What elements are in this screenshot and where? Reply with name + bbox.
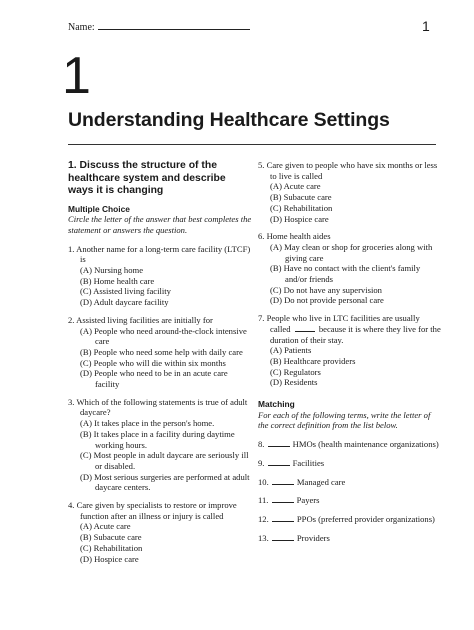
page-number: 1 [422, 18, 430, 34]
answer-option[interactable]: (B) Have no contact with the client's family and/or friends [270, 263, 421, 285]
chapter-divider [68, 144, 436, 145]
answer-option[interactable]: (C) People who will die within six months [80, 357, 226, 368]
item-term: Providers [296, 532, 330, 543]
answer-option[interactable]: (B) People who need some help with daily care [80, 346, 243, 357]
item-number: 10. [258, 476, 269, 487]
multiple-choice-instructions: Circle the letter of the answer that best completes the statement or answers the question. [68, 214, 252, 235]
matching-item [258, 458, 442, 469]
answer-option[interactable]: (B) Home health care [80, 275, 155, 286]
item-term: Payers [296, 495, 320, 506]
item-term: Facilities [292, 457, 325, 468]
item-number: 11. [258, 495, 269, 506]
item-term: Managed care [296, 476, 346, 487]
matching-instructions: For each of the following terms, write the letter of the correct definition from the list below. [258, 409, 431, 431]
right-column [258, 160, 442, 551]
answer-blank[interactable] [268, 439, 290, 447]
question-text: 1. Another name for a long-term care facility (LTCF) is [68, 243, 251, 265]
answer-option[interactable]: (B) Healthcare providers [270, 355, 356, 366]
answer-option[interactable]: (B) Subacute care [270, 192, 332, 203]
answer-option[interactable]: (A) May clean or shop for groceries along with giving care [270, 241, 433, 263]
answer-option[interactable]: (D) Residents [270, 377, 318, 388]
answer-option[interactable]: (A) Acute care [80, 521, 131, 532]
question-text: 6. Home health aides [258, 231, 331, 242]
answer-option[interactable]: (A) People who need around-the-clock intensive care [80, 325, 247, 347]
item-term: PPOs (preferred provider organizations) [296, 513, 435, 524]
answer-option[interactable]: (B) Subacute care [80, 532, 142, 543]
item-number: 9. [258, 457, 265, 468]
section-heading: 1. Discuss the structure of the healthcare system and describe ways it is changing [68, 160, 226, 196]
answer-option[interactable]: (C) Regulators [270, 366, 321, 377]
question-2 [68, 315, 252, 390]
answer-option[interactable]: (C) Assisted living facility [80, 286, 171, 297]
matching-item [258, 514, 442, 525]
answer-option[interactable]: (C) Most people in adult daycare are seriously ill or disabled. [80, 450, 249, 471]
name-field[interactable] [68, 20, 250, 33]
answer-option[interactable]: (C) Do not have any supervision [270, 284, 382, 295]
answer-option[interactable]: (D) Do not provide personal care [270, 295, 384, 306]
answer-option[interactable]: (D) Hospice care [80, 553, 139, 564]
answer-option[interactable]: (A) Nursing home [80, 265, 144, 276]
chapter-number: 1 [62, 47, 91, 105]
answer-option[interactable]: (A) It takes place in the person's home. [80, 418, 215, 429]
multiple-choice-label: Multiple Choice [68, 203, 130, 214]
name-label: Name: [68, 22, 95, 33]
answer-blank[interactable] [272, 533, 294, 541]
matching-item [258, 477, 442, 488]
answer-option[interactable]: (D) People who need to be in an acute care facility [80, 368, 228, 390]
question-3 [68, 397, 252, 493]
answer-blank[interactable] [272, 477, 294, 485]
question-text: 2. Assisted living facilities are initially for [68, 314, 213, 325]
question-5 [258, 160, 442, 224]
answer-option[interactable]: (C) Rehabilitation [270, 202, 333, 213]
question-text: 5. Care given to people who have six months or less to live is called [258, 160, 438, 181]
question-text [258, 313, 442, 345]
matching-label: Matching [258, 399, 295, 410]
fill-in-blank[interactable] [295, 324, 315, 332]
answer-blank[interactable] [272, 495, 294, 503]
chapter-title: Understanding Healthcare Settings [68, 109, 390, 131]
item-number: 13. [258, 532, 269, 543]
matching-item [258, 439, 442, 450]
item-term: HMOs (health maintenance organizations) [292, 439, 439, 450]
question-7 [258, 313, 442, 388]
question-4 [68, 500, 252, 564]
answer-option[interactable]: (B) It takes place in a facility during daytime working hours. [80, 428, 235, 450]
answer-blank[interactable] [268, 458, 290, 466]
question-text-after: because it is where they live for the duration of their stay. [270, 323, 441, 345]
item-number: 8. [258, 439, 265, 450]
question-text-before: 7. People who live in LTC facilities are usually called [258, 313, 420, 334]
answer-option[interactable]: (D) Hospice care [270, 213, 329, 224]
item-number: 12. [258, 513, 269, 524]
answer-option[interactable]: (D) Adult daycare facility [80, 297, 169, 308]
question-1 [68, 244, 252, 308]
matching-item [258, 533, 442, 544]
left-column [68, 160, 252, 571]
answer-blank[interactable] [272, 514, 294, 522]
answer-option[interactable]: (D) Most serious surgeries are performed at adult daycare centers. [80, 471, 250, 493]
matching-item [258, 495, 442, 506]
name-blank-line[interactable] [98, 20, 250, 30]
answer-option[interactable]: (C) Rehabilitation [80, 542, 143, 553]
question-text: 3. Which of the following statements is true of adult daycare? [68, 396, 248, 418]
question-6 [258, 231, 442, 306]
question-text: 4. Care given by specialists to restore or improve function after an illness or injury is called [68, 500, 237, 521]
answer-option[interactable]: (A) Acute care [270, 181, 321, 192]
answer-option[interactable]: (A) Patients [270, 345, 312, 356]
